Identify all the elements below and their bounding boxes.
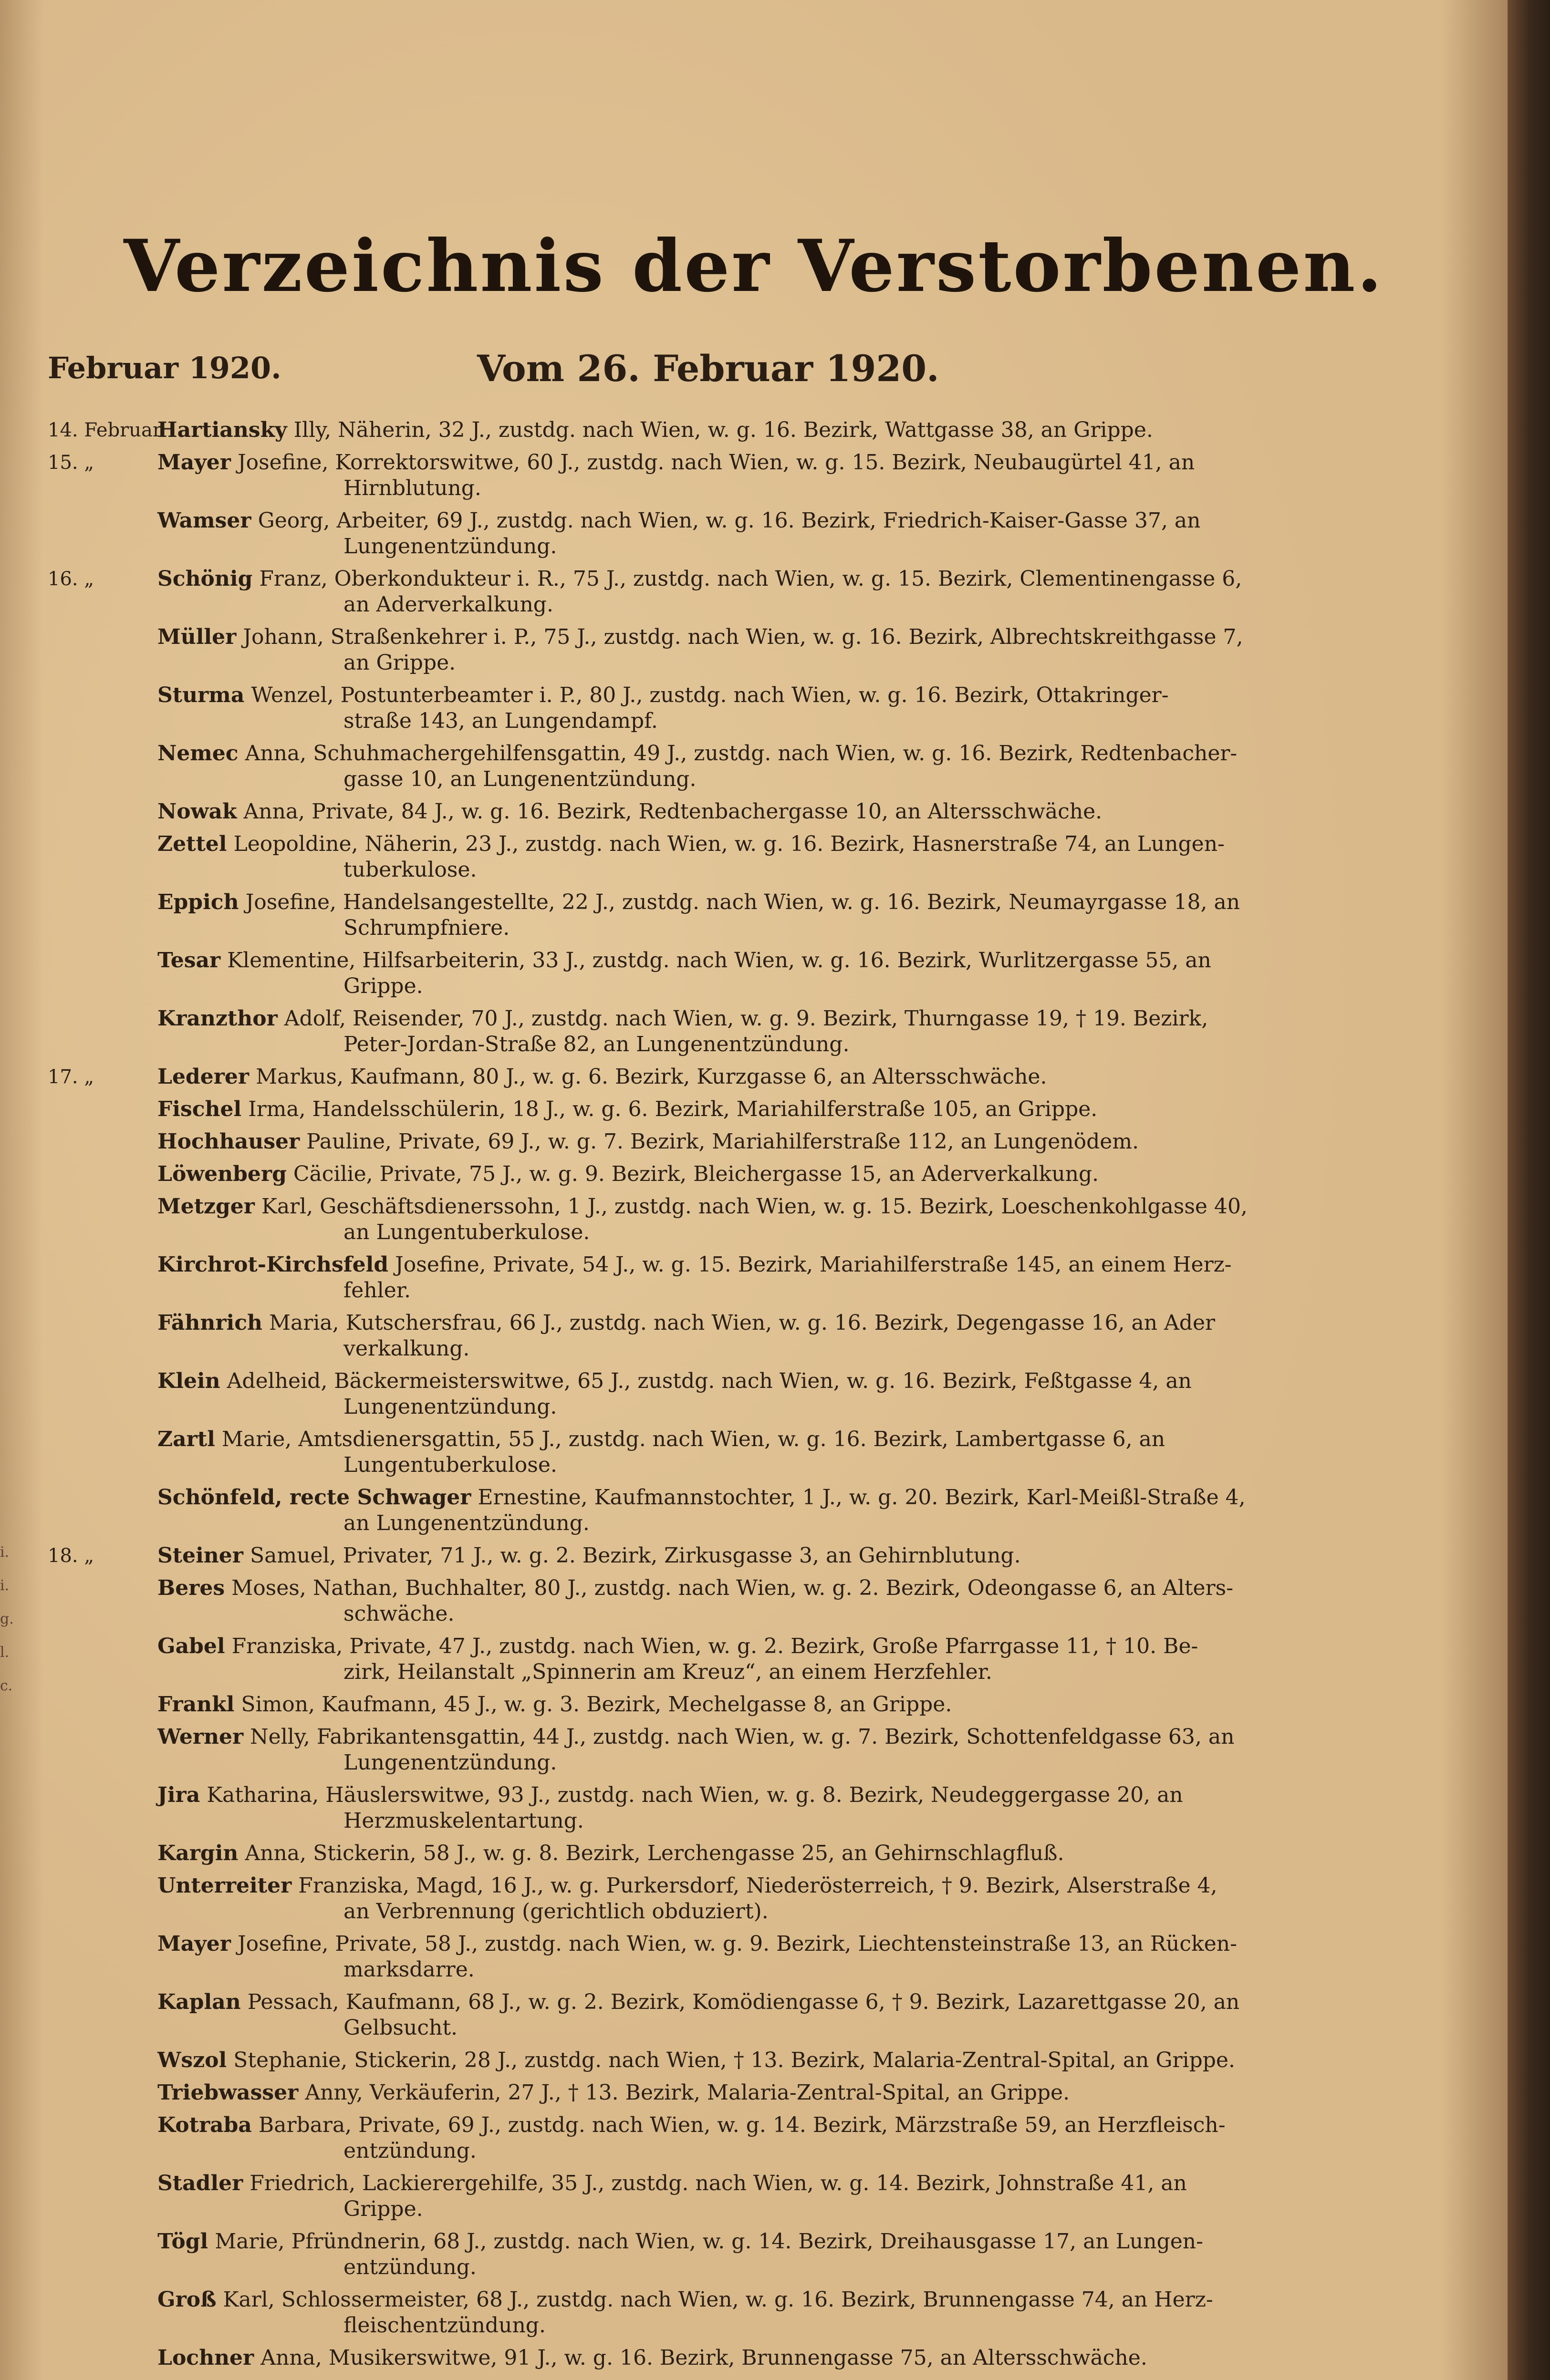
list-item bbox=[48, 1782, 1317, 1834]
entry-name: Stadler bbox=[157, 2171, 243, 2195]
list-item bbox=[48, 683, 1317, 734]
entry-body bbox=[157, 508, 1317, 534]
entry-text: Pauline, Private, 69 J., w. g. 7. Bezirk, Mariahilferstraße 112, an Lungenödem. bbox=[306, 1129, 1139, 1154]
margin-mark: l. bbox=[0, 1644, 10, 1661]
entry-name: Groß bbox=[157, 2287, 217, 2312]
margin-marks bbox=[0, 1536, 29, 1803]
entry-body bbox=[157, 1931, 1317, 1957]
entry-continuation: Lungenentzündung. bbox=[343, 534, 557, 559]
entry-body bbox=[157, 1634, 1317, 1659]
entry-body bbox=[157, 1841, 1317, 1866]
entry-body bbox=[157, 1129, 1317, 1155]
list-item bbox=[48, 1989, 1317, 2041]
entry-name: Mayer bbox=[157, 1932, 231, 1956]
entry-body bbox=[157, 1006, 1317, 1032]
list-item bbox=[48, 741, 1317, 792]
entry-body bbox=[157, 1161, 1317, 1187]
entry-continuation: zirk, Heilanstalt „Spinnerin am Kreuz“, an einem Herzfehler. bbox=[343, 1660, 992, 1684]
entry-continuation: gasse 10, an Lungenentzündung. bbox=[343, 767, 697, 791]
entry-continuation: Grippe. bbox=[343, 974, 423, 998]
entry-continuation: Lungenentzündung. bbox=[343, 1750, 557, 1775]
entry-name: Metzger bbox=[157, 1194, 255, 1219]
entry-text: Josefine, Korrektorswitwe, 60 J., zustdg. nach Wien, w. g. 15. Bezirk, Neubaugürtel 41, an bbox=[237, 450, 1195, 475]
entry-text: Anna, Private, 84 J., w. g. 16. Bezirk, Redtenbachergasse 10, an Altersschwäche. bbox=[243, 799, 1103, 824]
entry-text: Josefine, Private, 54 J., w. g. 15. Bezirk, Mariahilferstraße 145, an einem Herz- bbox=[395, 1252, 1232, 1277]
list-item bbox=[48, 1724, 1317, 1776]
list-item bbox=[48, 1161, 1317, 1187]
entry-body bbox=[157, 1692, 1317, 1718]
entry-text: Nelly, Fabrikantensgattin, 44 J., zustdg. nach Wien, w. g. 7. Bezirk, Schottenfeldgasse 63, an bbox=[250, 1725, 1235, 1749]
list-item bbox=[48, 799, 1317, 825]
entry-body bbox=[157, 2048, 1317, 2073]
deceased-list bbox=[48, 417, 1317, 2378]
entry-body bbox=[157, 566, 1317, 592]
entry-name: Jira bbox=[157, 1783, 200, 1807]
entry-date: 16. „ bbox=[48, 568, 94, 590]
list-item bbox=[48, 1006, 1317, 1057]
entry-name: Nowak bbox=[157, 799, 237, 824]
entry-continuation: straße 143, an Lungendampf. bbox=[343, 709, 658, 733]
list-item bbox=[48, 1841, 1317, 1866]
entry-text: Marie, Pfründnerin, 68 J., zustdg. nach Wien, w. g. 14. Bezirk, Dreihausgasse 17, an Lungen- bbox=[215, 2229, 1203, 2254]
entry-name: Klein bbox=[157, 1369, 220, 1393]
list-item bbox=[48, 2229, 1317, 2280]
entry-name: Müller bbox=[157, 625, 237, 649]
entry-body bbox=[157, 1575, 1317, 1601]
entry-text: Anna, Musikerswitwe, 91 J., w. g. 16. Bezirk, Brunnengasse 75, an Altersschwäche. bbox=[260, 2346, 1147, 2370]
entry-name: Wamser bbox=[157, 508, 251, 533]
entry-body bbox=[157, 624, 1317, 650]
list-item bbox=[48, 2171, 1317, 2222]
entry-body bbox=[157, 1782, 1317, 1808]
entry-text: Anna, Stickerin, 58 J., w. g. 8. Bezirk, Lerchengasse 25, an Gehirnschlagfluß. bbox=[245, 1841, 1064, 1865]
entry-text: Simon, Kaufmann, 45 J., w. g. 3. Bezirk, Mechelgasse 8, an Grippe. bbox=[241, 1692, 952, 1717]
entry-continuation: Schrumpfniere. bbox=[343, 916, 510, 940]
list-item bbox=[48, 831, 1317, 883]
entry-body bbox=[157, 1989, 1317, 2015]
entry-continuation: entzündung. bbox=[343, 2139, 477, 2163]
entry-body bbox=[157, 741, 1317, 766]
list-item bbox=[48, 1931, 1317, 1983]
entry-text: Friedrich, Lackierergehilfe, 35 J., zustdg. nach Wien, w. g. 14. Bezirk, Johnstraße 41, an bbox=[250, 2171, 1187, 2195]
entry-body bbox=[157, 1368, 1317, 1394]
page-title: Verzeichnis der Verstorbenen. bbox=[124, 224, 1384, 308]
book-spine bbox=[1508, 0, 1550, 2380]
entry-body bbox=[157, 417, 1317, 443]
entry-continuation: Grippe. bbox=[343, 2197, 423, 2221]
list-item bbox=[48, 1097, 1317, 1122]
entry-body bbox=[157, 1873, 1317, 1899]
entry-date: 15. „ bbox=[48, 452, 94, 474]
entry-body bbox=[157, 1427, 1317, 1452]
entry-text: Cäcilie, Private, 75 J., w. g. 9. Bezirk, Bleichergasse 15, an Aderverkalkung. bbox=[293, 1162, 1099, 1186]
margin-mark: c. bbox=[0, 1677, 13, 1694]
entry-text: Wenzel, Postunterbeamter i. P., 80 J., zustdg. nach Wien, w. g. 16. Bezirk, Ottakringer- bbox=[251, 683, 1169, 707]
margin-mark: g. bbox=[0, 1611, 14, 1627]
entry-name: Eppich bbox=[157, 890, 239, 914]
entry-body bbox=[157, 1064, 1317, 1090]
entry-text: Leopoldine, Näherin, 23 J., zustdg. nach Wien, w. g. 16. Bezirk, Hasnerstraße 74, an Lungen- bbox=[233, 832, 1225, 856]
entry-body bbox=[157, 683, 1317, 708]
list-item bbox=[48, 417, 1317, 443]
entry-text: Klementine, Hilfsarbeiterin, 33 J., zustdg. nach Wien, w. g. 16. Bezirk, Wurlitzergasse 55, an bbox=[227, 948, 1211, 973]
entry-text: Georg, Arbeiter, 69 J., zustdg. nach Wien, w. g. 16. Bezirk, Friedrich-Kaiser-Gasse 37, an bbox=[258, 508, 1201, 533]
entry-continuation: an Lungentuberkulose. bbox=[343, 1220, 590, 1244]
list-item bbox=[48, 508, 1317, 559]
list-item bbox=[48, 1129, 1317, 1155]
entry-continuation: Herzmuskelentartung. bbox=[343, 1809, 584, 1833]
list-item bbox=[48, 624, 1317, 676]
margin-mark: i. bbox=[0, 1544, 10, 1561]
entry-body bbox=[157, 1485, 1317, 1511]
entry-text: Anny, Verkäuferin, 27 J., † 13. Bezirk, Malaria-Zentral-Spital, an Grippe. bbox=[305, 2080, 1070, 2105]
entry-name: Lederer bbox=[157, 1065, 250, 1089]
entry-continuation: schwäche. bbox=[343, 1602, 455, 1626]
entry-body bbox=[157, 2287, 1317, 2313]
list-item bbox=[48, 2112, 1317, 2164]
entry-name: Steiner bbox=[157, 1543, 243, 1568]
entry-text: Josefine, Private, 58 J., zustdg. nach Wien, w. g. 9. Bezirk, Liechtensteinstraße 13, an Rücken- bbox=[237, 1932, 1237, 1956]
entry-body bbox=[157, 1097, 1317, 1122]
entry-date: 14. Februar bbox=[48, 419, 162, 441]
entry-name: Nemec bbox=[157, 741, 239, 766]
entry-name: Zartl bbox=[157, 1427, 215, 1451]
entry-name: Fischel bbox=[157, 1097, 242, 1121]
entry-text: Franz, Oberkondukteur i. R., 75 J., zustdg. nach Wien, w. g. 15. Bezirk, Clementinengasse 6, bbox=[259, 567, 1242, 591]
list-item bbox=[48, 1543, 1317, 1569]
list-item bbox=[48, 1575, 1317, 1627]
list-item bbox=[48, 1310, 1317, 1362]
entry-body bbox=[157, 2345, 1317, 2371]
list-item bbox=[48, 1634, 1317, 1685]
list-item bbox=[48, 1368, 1317, 1420]
entry-body bbox=[157, 2080, 1317, 2106]
entry-continuation: an Aderverkalkung. bbox=[343, 592, 553, 617]
list-item bbox=[48, 1064, 1317, 1090]
entry-body bbox=[157, 948, 1317, 973]
entry-name: Werner bbox=[157, 1725, 244, 1749]
entry-name: Zettel bbox=[157, 832, 227, 856]
entry-continuation: an Grippe. bbox=[343, 651, 456, 675]
entry-text: Josefine, Handelsangestellte, 22 J., zustdg. nach Wien, w. g. 16. Bezirk, Neumayrgasse 18, an bbox=[245, 890, 1240, 914]
entry-body bbox=[157, 799, 1317, 825]
entry-text: Ernestine, Kaufmannstochter, 1 J., w. g. 20. Bezirk, Karl-Meißl-Straße 4, bbox=[478, 1485, 1246, 1510]
entry-name: Triebwasser bbox=[157, 2080, 299, 2105]
entry-text: Johann, Straßenkehrer i. P., 75 J., zustdg. nach Wien, w. g. 16. Bezirk, Albrechtskreithgasse 7, bbox=[243, 625, 1243, 649]
list-item bbox=[48, 1485, 1317, 1536]
list-item bbox=[48, 2048, 1317, 2073]
entry-text: Franziska, Private, 47 J., zustdg. nach Wien, w. g. 2. Bezirk, Große Pfarrgasse 11, † 10. Be- bbox=[231, 1634, 1198, 1658]
entry-text: Anna, Schuhmachergehilfensgattin, 49 J., zustdg. nach Wien, w. g. 16. Bezirk, Redtenbacher- bbox=[245, 741, 1238, 766]
entry-text: Samuel, Privater, 71 J., w. g. 2. Bezirk, Zirkusgasse 3, an Gehirnblutung. bbox=[250, 1543, 1021, 1568]
entry-name: Gabel bbox=[157, 1634, 225, 1658]
entry-text: Illy, Näherin, 32 J., zustdg. nach Wien, w. g. 16. Bezirk, Wattgasse 38, an Grippe. bbox=[293, 418, 1153, 442]
list-item bbox=[48, 1873, 1317, 1925]
entry-text: Franziska, Magd, 16 J., w. g. Purkersdorf, Niederösterreich, † 9. Bezirk, Alserstraße 4, bbox=[298, 1873, 1217, 1898]
entry-body bbox=[157, 1252, 1317, 1278]
entry-date: 18. „ bbox=[48, 1545, 94, 1567]
entry-continuation: verkalkung. bbox=[343, 1336, 470, 1361]
list-item bbox=[48, 2345, 1317, 2371]
entry-name: Kirchrot-Kirchsfeld bbox=[157, 1252, 389, 1277]
entry-continuation: Peter-Jordan-Straße 82, an Lungenentzündung. bbox=[343, 1032, 850, 1056]
list-item bbox=[48, 1252, 1317, 1304]
entry-text: Karl, Geschäftsdienerssohn, 1 J., zustdg. nach Wien, w. g. 15. Bezirk, Loeschenkohlgasse 40, bbox=[261, 1194, 1248, 1219]
entry-continuation: tuberkulose. bbox=[343, 858, 477, 882]
entry-name: Schönfeld, recte Schwager bbox=[157, 1485, 471, 1510]
entry-name: Tesar bbox=[157, 948, 221, 973]
entry-continuation: entzündung. bbox=[343, 2255, 477, 2279]
list-item bbox=[48, 1194, 1317, 1245]
entry-continuation: Lungenentzündung. bbox=[343, 1395, 557, 1419]
entry-name: Kaplan bbox=[157, 1990, 241, 2014]
entry-continuation: Hirnblutung. bbox=[343, 476, 481, 500]
list-item bbox=[48, 566, 1317, 618]
entry-body bbox=[157, 890, 1317, 915]
list-item bbox=[48, 450, 1317, 501]
entry-text: Katharina, Häuslerswitwe, 93 J., zustdg. nach Wien, w. g. 8. Bezirk, Neudeggergasse 20, an bbox=[207, 1783, 1183, 1807]
entry-continuation: Gelbsucht. bbox=[343, 2016, 458, 2040]
entry-text: Maria, Kutschersfrau, 66 J., zustdg. nach Wien, w. g. 16. Bezirk, Degengasse 16, an Ader bbox=[269, 1311, 1216, 1335]
entry-text: Markus, Kaufmann, 80 J., w. g. 6. Bezirk, Kurzgasse 6, an Altersschwäche. bbox=[256, 1065, 1047, 1089]
entry-name: Unterreiter bbox=[157, 1873, 292, 1898]
entry-continuation: fehler. bbox=[343, 1278, 411, 1303]
entry-continuation: Lungentuberkulose. bbox=[343, 1453, 557, 1477]
entry-name: Tögl bbox=[157, 2229, 208, 2254]
entry-date: 17. „ bbox=[48, 1066, 94, 1088]
entry-body bbox=[157, 2171, 1317, 2196]
entry-name: Kranzthor bbox=[157, 1006, 278, 1031]
entry-text: Irma, Handelsschülerin, 18 J., w. g. 6. Bezirk, Mariahilferstraße 105, an Grippe. bbox=[248, 1097, 1098, 1121]
month-heading: Februar 1920. bbox=[48, 351, 281, 385]
entry-text: Adelheid, Bäckermeisterswitwe, 65 J., zustdg. nach Wien, w. g. 16. Bezirk, Feßtgasse 4, an bbox=[227, 1369, 1192, 1393]
entry-body bbox=[157, 1310, 1317, 1336]
list-item bbox=[48, 2287, 1317, 2339]
entry-text: Karl, Schlossermeister, 68 J., zustdg. nach Wien, w. g. 16. Bezirk, Brunnengasse 74, an Herz- bbox=[223, 2287, 1213, 2312]
entry-name: Löwenberg bbox=[157, 1162, 287, 1186]
entry-text: Pessach, Kaufmann, 68 J., w. g. 2. Bezirk, Komödiengasse 6, † 9. Bezirk, Lazarettgasse 20, an bbox=[247, 1990, 1240, 2014]
list-item bbox=[48, 890, 1317, 941]
entry-name: Lochner bbox=[157, 2346, 254, 2370]
entry-continuation: an Verbrennung (gerichtlich obduziert). bbox=[343, 1899, 769, 1924]
entry-continuation: fleischentzündung. bbox=[343, 2313, 546, 2338]
entry-continuation: marksdarre. bbox=[343, 1957, 475, 1982]
entry-text: Moses, Nathan, Buchhalter, 80 J., zustdg. nach Wien, w. g. 2. Bezirk, Odeongasse 6, an Alters- bbox=[231, 1576, 1234, 1600]
entry-body bbox=[157, 1194, 1317, 1220]
entry-name: Kotraba bbox=[157, 2113, 252, 2137]
list-item bbox=[48, 1692, 1317, 1718]
entry-name: Kargin bbox=[157, 1841, 239, 1865]
entry-body bbox=[157, 1543, 1317, 1569]
entry-name: Schönig bbox=[157, 567, 253, 591]
margin-mark: i. bbox=[0, 1577, 10, 1594]
entry-text: Barbara, Private, 69 J., zustdg. nach Wien, w. g. 14. Bezirk, Märzstraße 59, an Herzfleisch- bbox=[258, 2113, 1226, 2137]
entry-text: Adolf, Reisender, 70 J., zustdg. nach Wien, w. g. 9. Bezirk, Thurngasse 19, † 19. Bezirk, bbox=[284, 1006, 1208, 1031]
entry-name: Mayer bbox=[157, 450, 231, 475]
entry-text: Marie, Amtsdienersgattin, 55 J., zustdg. nach Wien, w. g. 16. Bezirk, Lambertgasse 6, an bbox=[221, 1427, 1165, 1451]
list-item bbox=[48, 948, 1317, 999]
entry-continuation: an Lungenentzündung. bbox=[343, 1511, 590, 1535]
entry-name: Sturma bbox=[157, 683, 245, 707]
list-item bbox=[48, 1427, 1317, 1478]
entry-body bbox=[157, 2229, 1317, 2255]
entry-body bbox=[157, 2112, 1317, 2138]
entry-body bbox=[157, 450, 1317, 476]
entry-name: Frankl bbox=[157, 1692, 235, 1717]
entry-name: Hochhauser bbox=[157, 1129, 300, 1154]
entry-name: Fähnrich bbox=[157, 1311, 262, 1335]
entry-text: Stephanie, Stickerin, 28 J., zustdg. nach Wien, † 13. Bezirk, Malaria-Zentral-Spital, an Grippe. bbox=[233, 2048, 1235, 2072]
entry-name: Hartiansky bbox=[157, 418, 287, 442]
list-item bbox=[48, 2080, 1317, 2106]
entry-body bbox=[157, 1724, 1317, 1750]
entry-body bbox=[157, 831, 1317, 857]
date-heading: Vom 26. Februar 1920. bbox=[477, 347, 939, 390]
entry-name: Wszol bbox=[157, 2048, 227, 2072]
entry-name: Beres bbox=[157, 1576, 225, 1600]
